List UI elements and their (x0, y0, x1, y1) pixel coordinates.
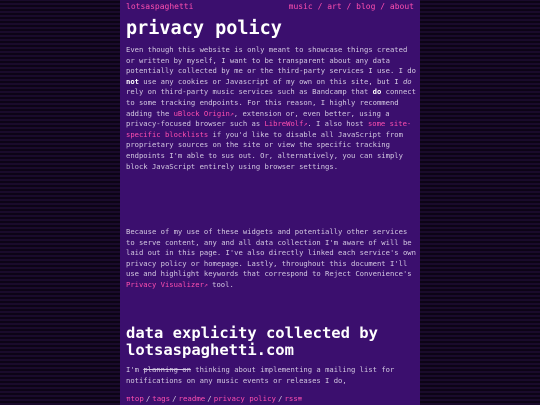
mailing-list-paragraph: I'm planning on thinking about implementing a mailing list for notifications on any music events or releases I do, (126, 365, 395, 385)
nav-separator: / (317, 2, 323, 11)
content-column (120, 0, 420, 405)
section-heading: data explicity collected by lotsaspaghetti.com (126, 324, 378, 359)
footer-tags-link[interactable]: tags (152, 394, 171, 403)
top-bar (126, 1, 414, 13)
external-link-icon: ↗ (203, 280, 208, 289)
page-title: privacy policy (126, 18, 282, 39)
ublock-origin-link[interactable]: uBlock Origin (173, 108, 230, 118)
footer-privacy-link[interactable]: privacy policy (213, 394, 276, 403)
footer-readme-link[interactable]: readme (178, 394, 206, 403)
librewolf-link[interactable]: LibreWolf (264, 119, 304, 129)
nav-separator: / (380, 2, 386, 11)
footer-separator: / (277, 394, 283, 403)
site-name-link[interactable]: lotsaspaghetti (126, 2, 194, 11)
double-up-arrow-icon: ⇈ (126, 394, 131, 403)
blocklists-link[interactable]: some site-specific blocklists (126, 119, 412, 139)
external-link-icon: ↗ (229, 109, 234, 118)
nav-separator: / (346, 2, 352, 11)
footer-separator: / (172, 394, 177, 403)
intro-paragraph: Even though this website is only meant to showcase things created or written by myself, I want to be transparent about any data potentially collected by me or the third-party services I use. I do not use any cookies or Javascript of my own on this site, but I do rely on third-party music services such as Bandcamp that do connect to some tracking endpoints. For this reason, I highly recommend adding the uBlock Origin↗, extension or, even better, using a privacy-focused browser such as LibreWolf↗. I also host some site-specific blocklists if you'd like to disable all JavaScript from proprietary sources on the site or view the specific tracking endpoints I'm able to sus out. Or, alternatively, you can simply block JavaScript entirely using browser settings. (126, 45, 416, 171)
footer-top-link[interactable]: top (130, 394, 144, 403)
footer-bar (120, 392, 420, 405)
footer-separator: / (145, 394, 151, 403)
footer-rss-link[interactable]: rss (284, 394, 298, 403)
footer-separator: / (207, 394, 212, 403)
privacy-visualizer-link[interactable]: Privacy Visualizer (126, 279, 204, 289)
struck-text: planning on (143, 365, 191, 374)
nav-art[interactable]: art (327, 2, 342, 11)
external-link-icon: ↗ (303, 120, 308, 129)
widgets-paragraph: Because of my use of these widgets and potentially other services to serve content, any and all data collection I'm aware of will be laid out in this page. I've also directly linked each service's own privacy policy or homepage. Lastly, throughout this document I'll use and highlight keywords that correspond to Reject Convenience's Privacy Visualizer↗ tool. (126, 227, 416, 289)
nav-music[interactable]: music (288, 2, 313, 11)
top-nav (289, 1, 414, 13)
nav-about[interactable]: about (389, 2, 414, 11)
rss-icon: ≡ (297, 394, 303, 403)
nav-blog[interactable]: blog (356, 2, 376, 11)
